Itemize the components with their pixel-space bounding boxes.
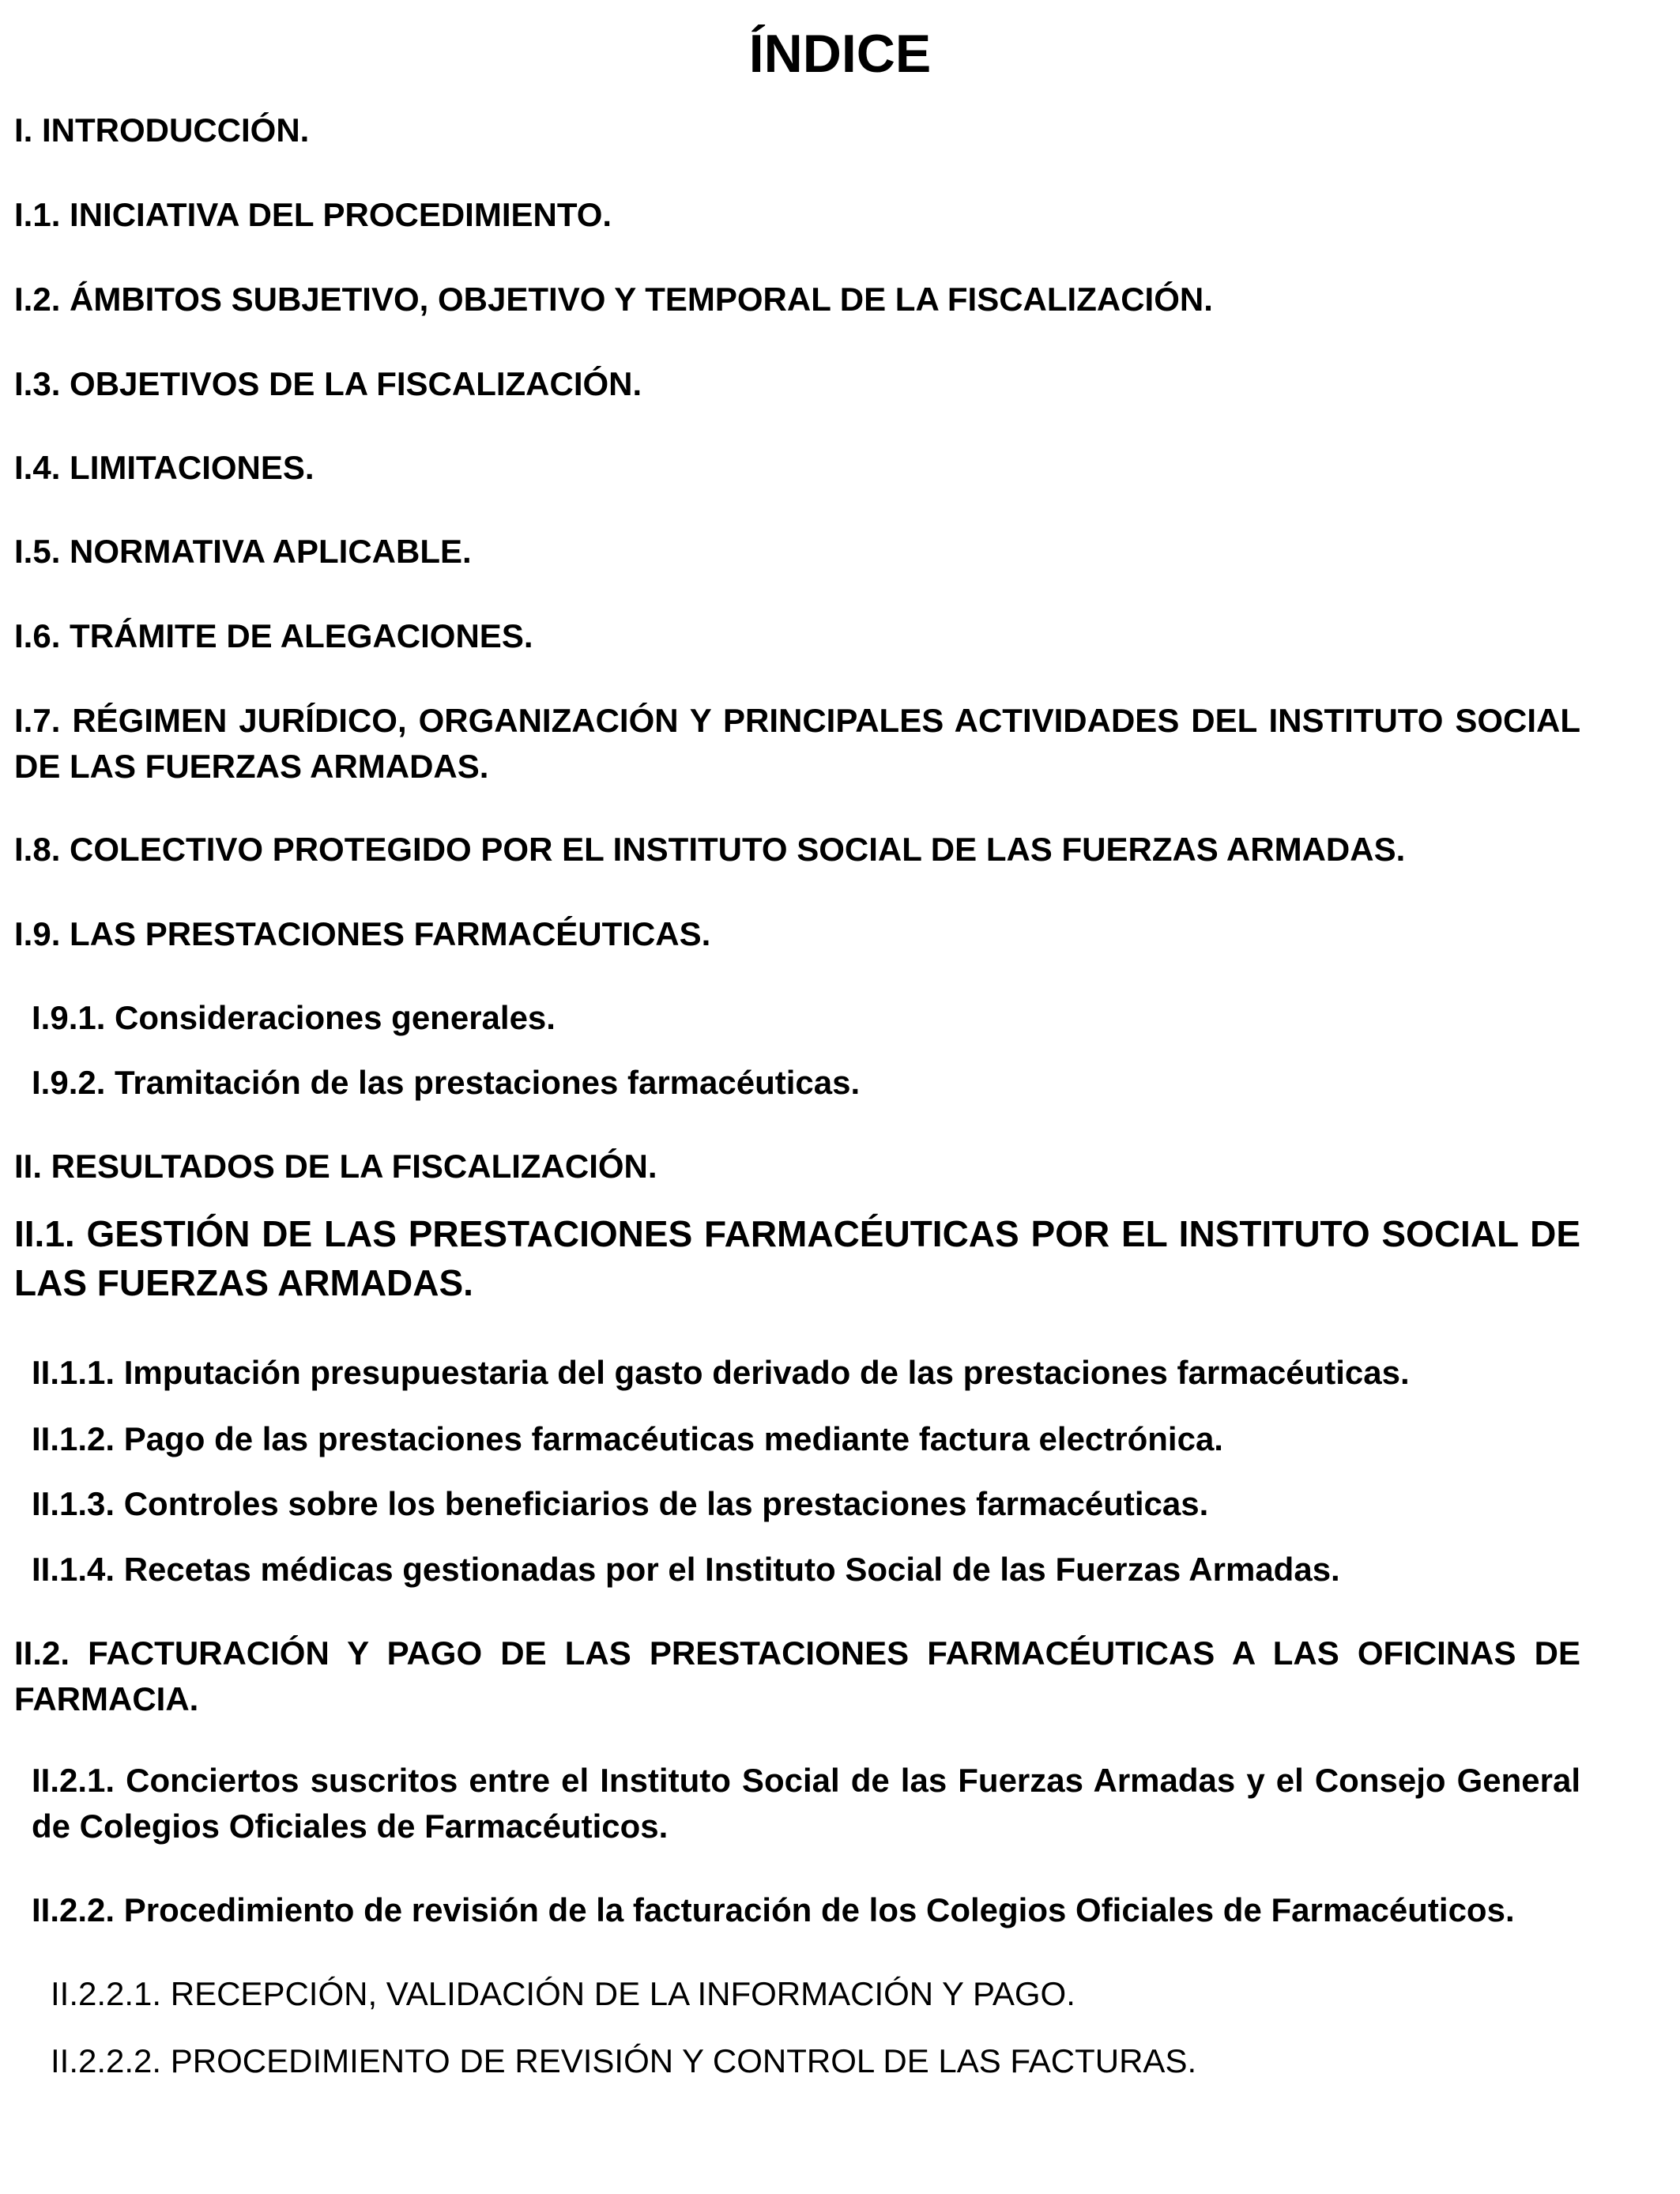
toc-entry-i-3: I.3. OBJETIVOS DE LA FISCALIZACIÓN. — [14, 365, 642, 402]
toc-entry-ii-1-3: II.1.3. Controles sobre los beneficiarios de las prestaciones farmacéuticas. — [32, 1485, 1209, 1522]
toc-entry-i-1: I.1. INICIATIVA DEL PROCEDIMIENTO. — [14, 196, 612, 233]
toc-entry-ii-2-1: II.2.1. Conciertos suscritos entre el Instituto Social de las Fuerzas Armadas y el Consejo General de Colegios Oficiales de Farmacéuticos. — [32, 1762, 1580, 1845]
toc-entry-i-9-2: I.9.2. Tramitación de las prestaciones farmacéuticas. — [32, 1064, 861, 1101]
toc-entry-ii-2: II.2. FACTURACIÓN Y PAGO DE LAS PRESTACIONES FARMACÉUTICAS A LAS OFICINAS DE FARMACIA. — [14, 1634, 1580, 1717]
toc-entry-i-4: I.4. LIMITACIONES. — [14, 449, 315, 486]
toc-entry-ii-1-4: II.1.4. Recetas médicas gestionadas por el Instituto Social de las Fuerzas Armadas. — [32, 1551, 1340, 1588]
toc-entry-i-7: I.7. RÉGIMEN JURÍDICO, ORGANIZACIÓN Y PRINCIPALES ACTIVIDADES DEL INSTITUTO SOCIAL DE LAS FUERZAS ARMADAS. — [14, 702, 1580, 785]
toc-entry-i-9-1: I.9.1. Consideraciones generales. — [32, 999, 556, 1036]
toc-entry-ii-1-1: II.1.1. Imputación presupuestaria del gasto derivado de las prestaciones farmacéuticas. — [32, 1354, 1410, 1391]
toc-entry-i-2: I.2. ÁMBITOS SUBJETIVO, OBJETIVO Y TEMPORAL DE LA FISCALIZACIÓN. — [14, 281, 1213, 318]
toc-entry-i: I. INTRODUCCIÓN. — [14, 111, 310, 149]
toc-entry-i-9: I.9. LAS PRESTACIONES FARMACÉUTICAS. — [14, 915, 711, 952]
toc-entry-ii-2-2: II.2.2. Procedimiento de revisión de la facturación de los Colegios Oficiales de Farmacéuticos. — [32, 1891, 1515, 1928]
toc-entry-ii-1-2: II.1.2. Pago de las prestaciones farmacéuticas mediante factura electrónica. — [32, 1420, 1223, 1457]
toc-entry-ii-2-2-2: II.2.2.2. PROCEDIMIENTO DE REVISIÓN Y CONTROL DE LAS FACTURAS. — [51, 2042, 1197, 2079]
toc-entry-ii: II. RESULTADOS DE LA FISCALIZACIÓN. — [14, 1148, 657, 1185]
toc-entry-i-5: I.5. NORMATIVA APLICABLE. — [14, 533, 472, 570]
toc-entry-i-8: I.8. COLECTIVO PROTEGIDO POR EL INSTITUTO SOCIAL DE LAS FUERZAS ARMADAS. — [14, 831, 1406, 868]
toc-entry-ii-1: II.1. GESTIÓN DE LAS PRESTACIONES FARMACÉUTICAS POR EL INSTITUTO SOCIAL DE LAS FUERZAS ARMADAS. — [14, 1213, 1580, 1303]
index-title: ÍNDICE — [748, 24, 932, 84]
toc-entry-ii-2-2-1: II.2.2.1. RECEPCIÓN, VALIDACIÓN DE LA INFORMACIÓN Y PAGO. — [51, 1975, 1075, 2012]
toc-entry-i-6: I.6. TRÁMITE DE ALEGACIONES. — [14, 617, 533, 654]
